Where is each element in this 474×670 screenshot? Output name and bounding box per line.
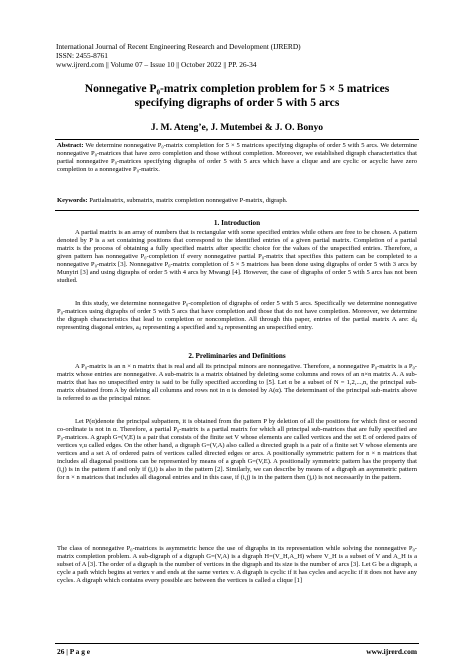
prelim-paragraph-1: A P₀-matrix is an n × n matrix that is real and all its principal minors are nonnegative. Therefore, a nonnegative P₀-matrix is a P₀-matrix whose entries are nonnegative. A sub-matrix is a matrix obtained by deleting some columns and rows of an n×n matrix A. A sub-matrix that has no unspecified entry is said to be fully specified according to [5]. Let α be a subset of N = 1,2,...,n, the principal sub-matrix obtained from A by deleting all columns and rows not in α is denoted by A(α). The determinant of the principal sub-matrix above is referred to as the principal minor. bbox=[57, 363, 417, 403]
abstract-text: We determine nonnegative P₀-matrix completion for 5 × 5 matrices specifying digraphs of order 5 with 5 arcs. We determine nonnegative P₀-matrices that have zero completion and those without completion. Moreover, we established digraph characteristics that partial nonnegative P₀-matrices specifying digraphs of order 5 with 5 arcs which have a clique and are cyclic or acyclic have zero completion to a nonnegative P₀-matrix. bbox=[57, 142, 417, 174]
footer-site: www.ijrerd.com bbox=[366, 647, 417, 656]
intro-paragraph-1: A partial matrix is an array of numbers that is rectangular with some specified entries while others are free to be chosen. A pattern denoted by P is a set containing positions that correspond to the identified entries of a given partial matrix. Completion of a partial matrix is the process of obtaining a fully specified matrix after specific choice for the values of the unspecified entries. Therefore, a given pattern has nonnegative P₀-completion if every nonnegative partial P₀-matrix that specifies this pattern can be completed to a nonnegative P₀-matrix [3]. Nonnegative P₀-matrix completion of 5 × 5 matrices has been done using digraphs of order 5 with 3 arcs by Munyiri [3] and using digraphs of order 5 with 4 arcs by Mwangi [4]. However, the case of digraphs of order 5 with 5 arcs has not been studied. bbox=[57, 229, 417, 285]
section-heading-introduction: 1. Introduction bbox=[213, 219, 261, 227]
keywords-label: Keywords: bbox=[57, 197, 88, 204]
abstract-label: Abstract: bbox=[57, 142, 84, 149]
paper-title: Nonnegative P₀-matrix completion problem for 5 × 5 matrices specifying digraphs of order 5 with 5 arcs bbox=[84, 82, 390, 109]
footer-rule bbox=[55, 643, 419, 644]
journal-header bbox=[56, 42, 301, 70]
section-heading-preliminaries: 2. Preliminaries and Definitions bbox=[188, 352, 286, 360]
intro-paragraph-2: In this study, we determine nonnegative P₀-completion of digraphs of order 5 with 5 arcs. Specifically we determine nonnegative P₀-matrices using digraphs of order 5 with 5 arcs that have completion and those that do not have completion. Moreover, we determine the digraph characteristics that lead to completion or noncompletion. All through this paper, entries of the partial matrix A are: dᵢⱼ representing diagonal entries, aᵢⱼ representing a specified and xᵢⱼ representing an unspecified entry. bbox=[57, 300, 417, 332]
issn: ISSN: 2455-8761 bbox=[56, 51, 108, 61]
prelim-paragraph-2: Let P(α)denote the principal subpattern, it is obtained from the pattern P by deletion of all the positions for which first or second co-ordinate is not in α. Therefore, a partial P₀-matrix is a partial matrix for which all principal sub-matrices that are fully specified are P₀-matrices. A graph G=(V,E) is a pair that consists of the finite set V whose elements are called vertices and the set E of ordered pairs of vertices v,u called edges. On the other hand, a digraph G=(V,A) also called a directed graph is a pair of a finite set V whose elements are vertices and a set A of ordered pairs of vertices called directed edges or arcs. A positionally symmetric pattern for n × n matrices that includes all diagonal positions can be represented by means of a graph G=(V,E). A positionally symmetric pattern has the property that (i,j) is in the pattern if and only if (j,i) is also in the pattern [2]. Similarly, we can describe by means of a digraph an asymmetric pattern for n × n matrices that includes all diagonal entries and in this case, if (i,j) is in the pattern then (j,i) is not necessarily in the pattern. bbox=[57, 418, 417, 482]
volume-info: www.ijrerd.com || Volume 07 – Issue 10 || October 2022 || PP. 26-34 bbox=[56, 60, 257, 70]
authors: J. M. Ateng’e, J. Mutembei & J. O. Bonyo bbox=[150, 122, 324, 133]
abstract bbox=[57, 142, 417, 174]
journal-name: International Journal of Recent Engineering Research and Development (IJRERD) bbox=[56, 42, 301, 51]
keywords bbox=[57, 197, 417, 205]
keywords-text: Partialmatrix, submatrix, matrix completion nonnegative P-matrix, digraph. bbox=[87, 197, 288, 204]
prelim-paragraph-3: The class of nonnegative P₀-matrices is asymmetric hence the use of digraphs in its representation while solving the nonnegative P₀-matrix completion problem. A sub-digraph of a digraph G=(V,A) is a digraph H=(V_H,A_H) where V_H is a subset of V and A_H is a subset of A [3]. The order of a digraph is the number of vertices in the digraph and its size is the number of arcs [3]. Let G be a digraph, a cycle a path which begins at vertex v and ends at the same vertex v. A digraph is cyclic if it has cycles and acyclic if it does not have any cycles. A digraph which contains every possible arc between the vertices is called a clique [1] bbox=[57, 545, 417, 585]
page-number: 26 | P a g e bbox=[57, 647, 91, 656]
